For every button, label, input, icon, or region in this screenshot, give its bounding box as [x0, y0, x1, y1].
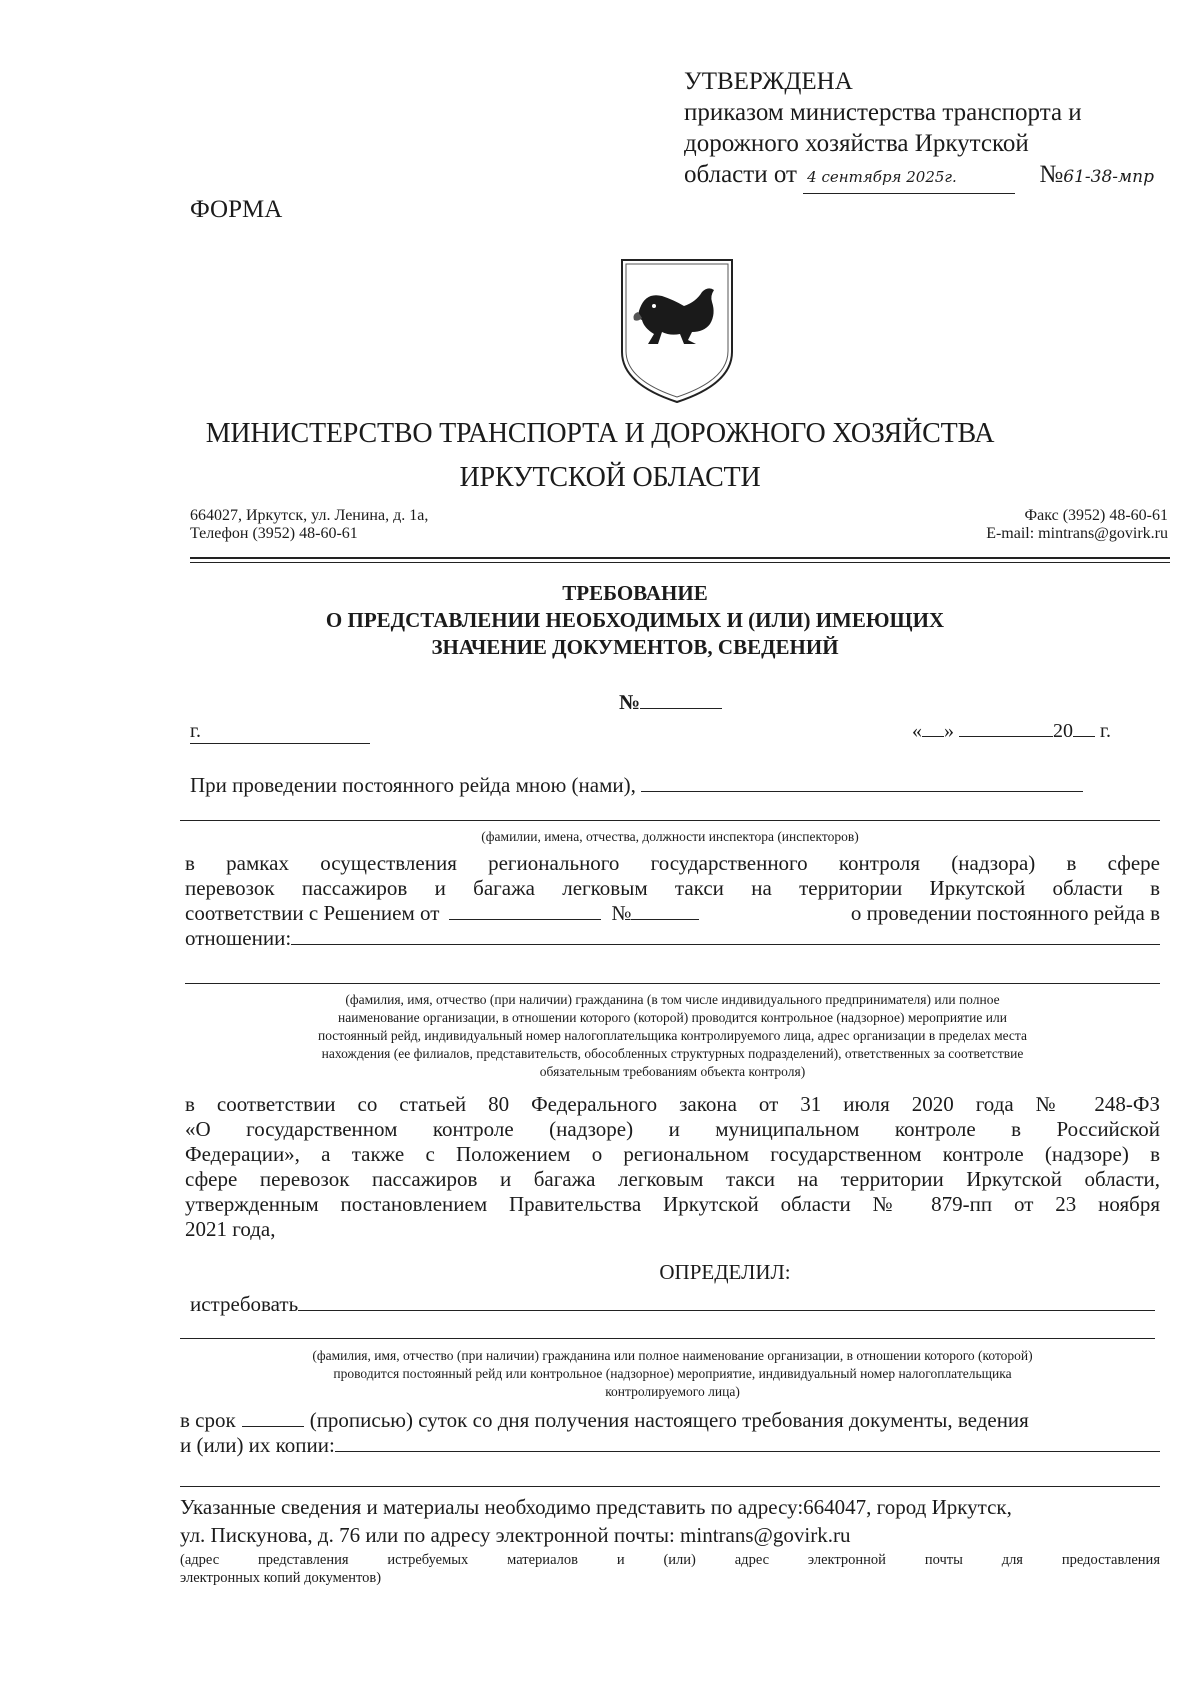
ministry-name-line-1: МИНИСТЕРСТВО ТРАНСПОРТА И ДОРОЖНОГО ХОЗЯЙСТВА	[205, 418, 995, 449]
document-title-line-1: ТРЕБОВАНИЕ	[562, 581, 708, 605]
header-divider	[190, 557, 1170, 559]
subject-caption: (фамилия, имя, отчество (при наличии) гражданина (в том числе индивидуального предпринимателя) или полное наименование организации, в отношении которого (которой) проводится контрольное (надзорное) мероприятие или постоянный рейд, индивидуальный номер налогоплательщика контролируемого лица, адрес организации в пределах места нахождения (ее филиалов, представительств, обособленных структурных подразделений), ответственных за соответствие обязательным требованиям объекта контроля)	[317, 992, 1027, 1079]
control-line-3: соответствии с Решением от № о проведении постоянного рейда в	[185, 901, 1160, 925]
demand-caption: (фамилия, имя, отчество (при наличии) гражданина или полное наименование организации, в отношении которого (которой) проводится постоянный рейд или контрольное (надзорное) мероприятие, индивидуальный номер налогоплательщика контролируемого лица)	[312, 1348, 1033, 1399]
control-line-4: отношении:	[185, 926, 1160, 951]
ministry-fax: Факс (3952) 48-60-61	[1024, 507, 1168, 524]
document-number	[619, 690, 722, 715]
inspectors-paragraph	[190, 773, 1170, 798]
inspectors-field-line-2	[180, 820, 1160, 821]
approval-line-4	[684, 159, 1154, 194]
ministry-email: E-mail: mintrans@govirk.ru	[986, 525, 1168, 542]
documents-field-line-2	[180, 1486, 1160, 1487]
city-field	[190, 720, 370, 744]
submission-line-2: ул. Пискунова, д. 76 или по адресу электронной почты: mintrans@govirk.ru	[180, 1523, 851, 1547]
ministry-address: 664027, Иркутск, ул. Ленина, д. 1а,	[190, 507, 429, 524]
header-divider-thin	[190, 562, 1170, 563]
ministry-phone: Телефон (3952) 48-60-61	[190, 525, 358, 542]
demand-line	[190, 1292, 1155, 1317]
ministry-contacts-left	[190, 507, 428, 543]
deadline-line-2: и (или) их копии:	[180, 1433, 1160, 1458]
legal-basis-paragraph: в соответствии со статьей 80 Федерального закона от 31 июля 2020 года № 248-ФЗ «О государственном контроле (надзоре) и муниципальном контроле в Российской Федерации», а также с Положением о региональном государственном контроле (надзоре) в сфере перевозок пассажиров и багажа легковым такси на территории Иркутской области, утвержденным постановлением Правительства Иркутской области № 879-пп от 23 ноября 2021 года,	[185, 1092, 1160, 1241]
document-title-line-2: О ПРЕДСТАВЛЕНИИ НЕОБХОДИМЫХ И (ИЛИ) ИМЕЮЩИХ	[325, 608, 945, 632]
control-paragraph	[185, 851, 1160, 951]
city-label: г.	[190, 720, 370, 744]
submission-line-1: Указанные сведения и материалы необходимо представить по адресу:664047, город Иркутск,	[180, 1495, 1012, 1519]
approval-date-handwritten: 4 сентября 2025г.	[803, 162, 1015, 194]
inspectors-intro: При проведении постоянного рейда мною (нами),	[190, 773, 636, 797]
approval-number-prefix: №	[1039, 161, 1064, 188]
submission-paragraph	[180, 1493, 1170, 1549]
document-title-line-3: ЗНАЧЕНИЕ ДОКУМЕНТОВ, СВЕДЕНИЙ	[431, 635, 839, 659]
deadline-paragraph	[180, 1408, 1160, 1458]
demand-field	[298, 1310, 1155, 1311]
approval-number-handwritten: 61-38-мпр	[1063, 167, 1154, 187]
decided-heading: ОПРЕДЕЛИЛ:	[659, 1260, 791, 1284]
approval-title: УТВЕРЖДЕНА	[684, 68, 853, 95]
approval-line-2: приказом министерства транспорта и	[684, 99, 1082, 126]
subject-field-line-2	[185, 983, 1160, 984]
demand-label: истребовать	[190, 1292, 299, 1316]
ministry-contacts-right	[986, 507, 1168, 543]
demand-field-line-2	[180, 1338, 1155, 1339]
date-field: « » 20 г.	[912, 720, 1111, 742]
control-line-1: в рамках осуществления регионального государственного контроля (надзора) в сфере	[185, 851, 1160, 875]
approval-date-prefix: области от	[684, 161, 797, 188]
approval-block	[684, 66, 1154, 194]
form-label: ФОРМА	[190, 196, 283, 223]
approval-line-3: дорожного хозяйства Иркутской	[684, 130, 1029, 157]
document-number-field	[640, 690, 722, 709]
control-line-2: перевозок пассажиров и багажа легковым такси на территории Иркутской области в	[185, 876, 1160, 900]
deadline-line-1: в срок (прописью) суток со дня получения настоящего требования документы, ведения	[180, 1408, 1029, 1432]
inspectors-field	[641, 791, 1083, 792]
inspectors-caption: (фамилии, имена, отчества, должности инспектора (инспекторов)	[481, 829, 859, 844]
irkutsk-coat-of-arms-icon	[618, 256, 736, 406]
document-title	[0, 580, 1200, 661]
document-number-label: №	[619, 690, 641, 714]
ministry-name-line-2: ИРКУТСКОЙ ОБЛАСТИ	[459, 462, 761, 493]
address-caption: (адрес представления истребуемых материалов и (или) адрес электронной почты для предоставления электронных копий документов)	[180, 1552, 1160, 1586]
